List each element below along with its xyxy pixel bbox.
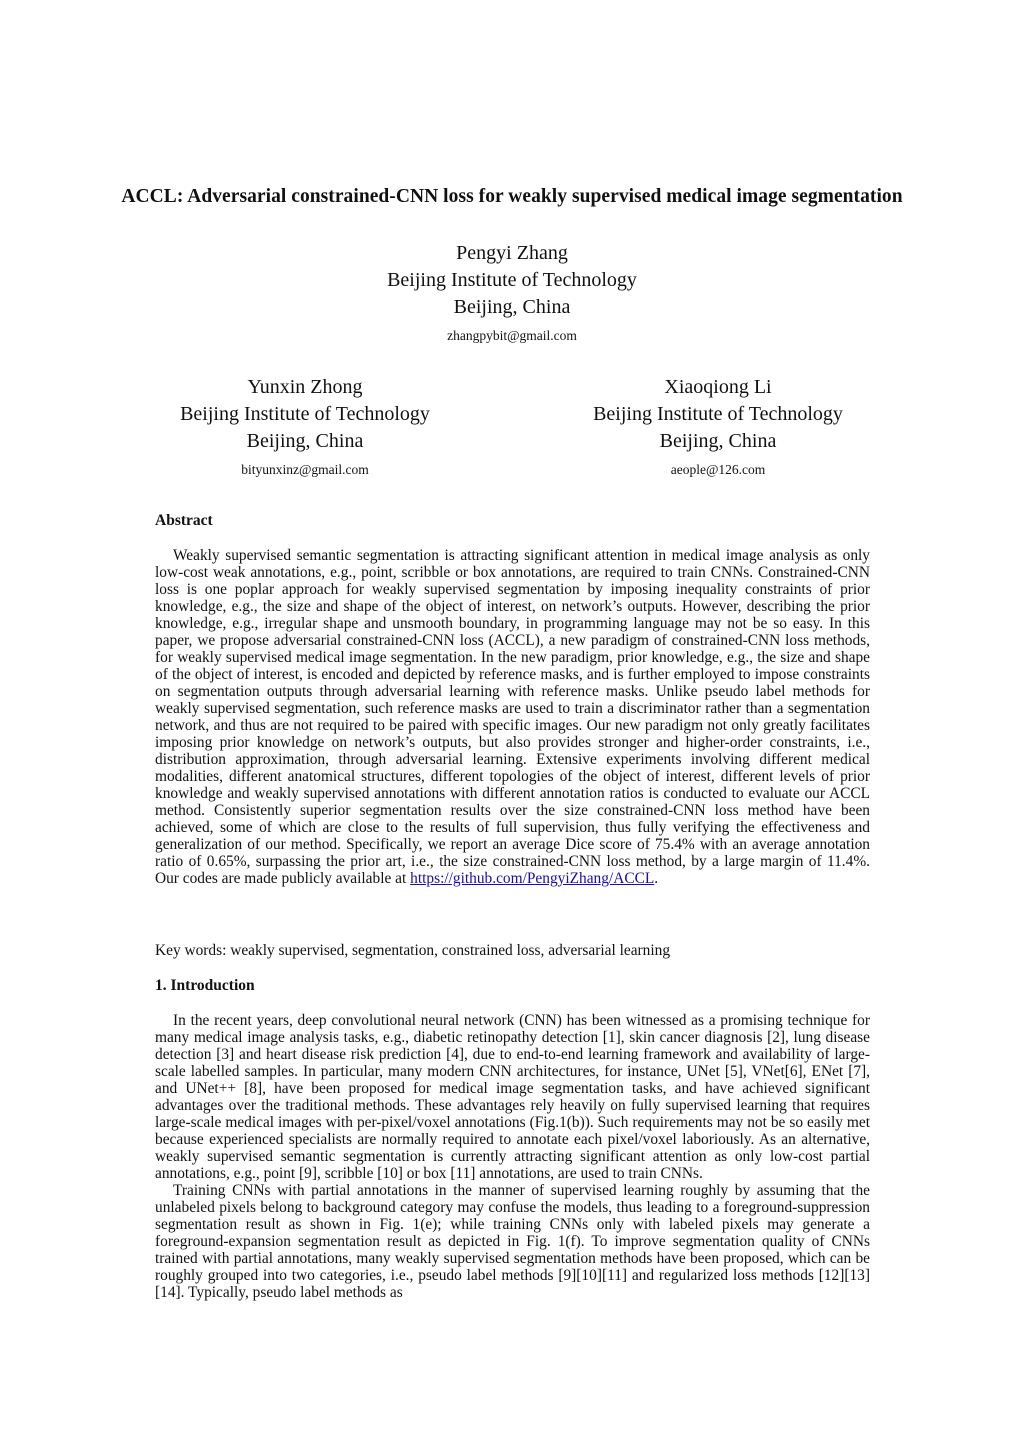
introduction-paragraph: In the recent years, deep convolutional neural network (CNN) has been witnessed as a promising technique for many medical image analysis tasks, e.g., diabetic retinopathy detection [1], skin cancer diagnosis [2], lung disease detection [3] and heart disease risk prediction [4], due to end-to-end learning framework and availability of large-scale labelled samples. In particular, many modern CNN architectures, for instance, UNet [5], VNet[6], ENet [7], and UNet++ [8], have been proposed for medical image segmentation tasks, and have achieved significant advantages over the traditional methods. These advantages rely heavily on fully supervised learning that requires large-scale medical images with per-pixel/voxel annotations (Fig.1(b)). Such requirements may not be so easily met because experienced specialists are normally required to annotate each pixel/voxel laboriously. As an alternative, weakly supervised semantic segmentation is currently attracting significant attention as only low-cost partial annotations, e.g., point [9], scribble [10] or box [11] annotations, are used to train CNNs. — [155, 1012, 870, 1182]
author-name: Xiaoqiong Li — [664, 376, 772, 398]
abstract-paragraph — [155, 547, 870, 887]
keywords-text: Key words: weakly supervised, segmentation, constrained loss, adversarial learning — [155, 942, 671, 959]
abstract-text: Weakly supervised semantic segmentation is attracting significant attention in medical image analysis as only low-cost weak annotations, e.g., point, scribble or box annotations, are required to train CNNs. Constrained-CNN loss is one poplar approach for weakly supervised segmentation by imposing inequality constraints of prior knowledge, e.g., the size and shape of the object of interest, on network’s outputs. However, describing the prior knowledge, e.g., irregular shape and unsmooth boundary, in programming language may not be so easy. In this paper, we propose adversarial constrained-CNN loss (ACCL), a new paradigm of constrained-CNN loss methods, for weakly supervised medical image segmentation. In the new paradigm, prior knowledge, e.g., the size and shape of the object of interest, is encoded and depicted by reference masks, and is further employed to impose constraints on segmentation outputs through adversarial learning with reference masks. Unlike pseudo label methods for weakly supervised segmentation, such reference masks are used to train a discriminator rather than a segmentation network, and thus are not required to be paired with specific images. Our new paradigm not only greatly facilitates imposing prior knowledge on network’s outputs, but also provides stronger and higher-order constraints, i.e., distribution approximation, through adversarial learning. Extensive experiments involving different medical modalities, different anatomical structures, different topologies of the object of interest, different levels of prior knowledge and weakly supervised annotations with different annotation ratios is conducted to evaluate our ACCL method. Consistently superior segmentation results over the size constrained-CNN loss method have been achieved, some of which are close to the results of full supervision, thus fully verifying the effectiveness and generalization of our method. Specifically, we report an average Dice score of 75.4% with an average annotation ratio of 0.65%, surpassing the prior art, i.e., the size constrained-CNN loss method, by a large margin of 11.4%. Our codes are made publicly available at — [155, 547, 870, 887]
author-email: bityunxinz@gmail.com — [241, 462, 369, 477]
abstract — [155, 547, 870, 887]
introduction-body — [155, 1012, 870, 1301]
author-location: Beijing, China — [453, 296, 571, 318]
author-email: aeople@126.com — [670, 462, 766, 477]
author-name: Yunxin Zhong — [247, 376, 363, 398]
author-location: Beijing, China — [246, 430, 364, 452]
author-block — [518, 374, 918, 480]
author-email: zhangpybit@gmail.com — [447, 328, 577, 343]
author-block — [105, 374, 505, 480]
author-affiliation: Beijing Institute of Technology — [387, 269, 637, 291]
abstract-heading: Abstract — [155, 512, 213, 529]
author-affiliation: Beijing Institute of Technology — [593, 403, 843, 425]
keywords — [155, 942, 870, 959]
author-name: Pengyi Zhang — [456, 242, 568, 264]
section-heading-introduction: 1. Introduction — [155, 977, 255, 994]
code-repository-link[interactable]: https://github.com/PengyiZhang/ACCL — [410, 870, 655, 887]
author-block — [312, 240, 712, 346]
author-affiliation: Beijing Institute of Technology — [180, 403, 430, 425]
abstract-link-suffix: . — [654, 870, 659, 887]
introduction-paragraph: Training CNNs with partial annotations in the manner of supervised learning roughly by assuming that the unlabeled pixels belong to background category may confuse the models, thus leading to a foreground-suppression segmentation result as shown in Fig. 1(e); while training CNNs only with labeled pixels may generate a foreground-expansion segmentation result as depicted in Fig. 1(f). To improve segmentation quality of CNNs trained with partial annotations, many weakly supervised segmentation methods have been proposed, which can be roughly grouped into two categories, i.e., pseudo label methods [9][10][11] and regularized loss methods [12][13][14]. Typically, pseudo label methods as — [155, 1182, 870, 1301]
author-location: Beijing, China — [659, 430, 777, 452]
paper-title: ACCL: Adversarial constrained-CNN loss for weakly supervised medical image segmentation — [121, 186, 903, 207]
